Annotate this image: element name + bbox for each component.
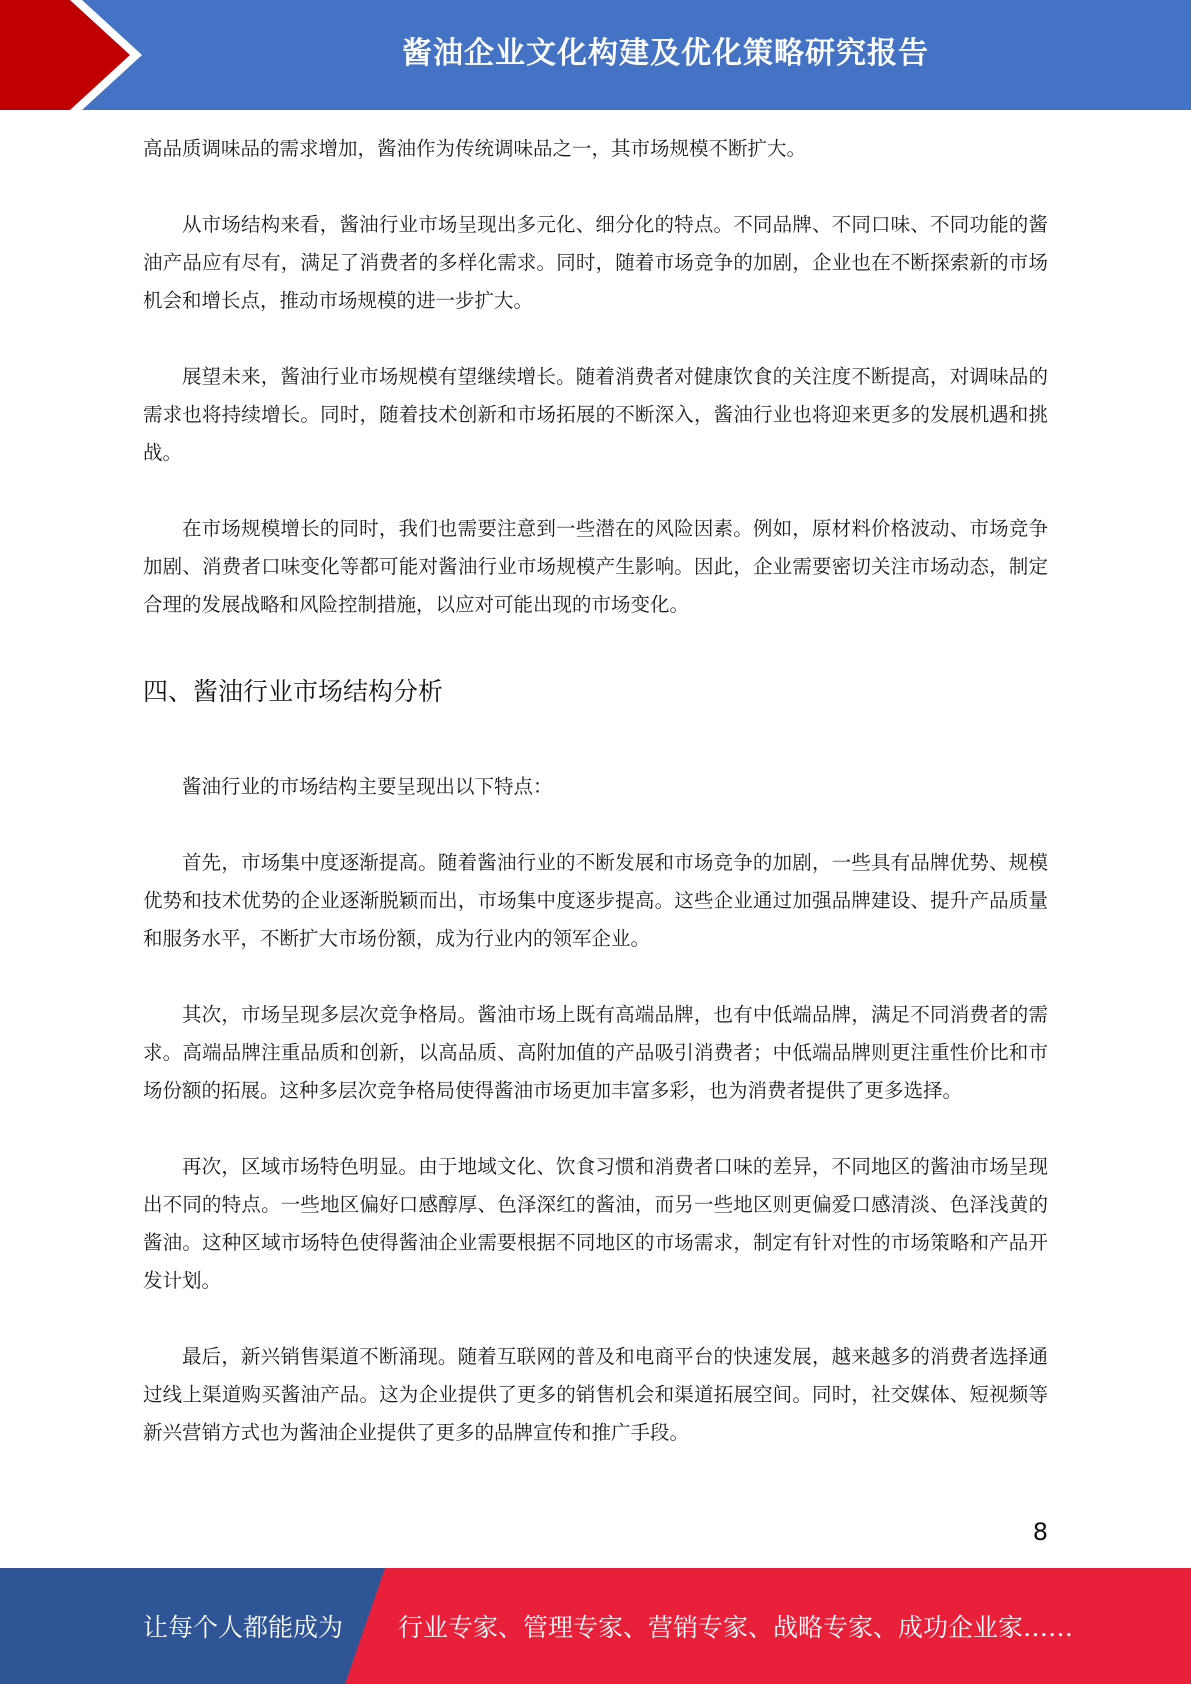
footer-slogan-right: 行业专家、管理专家、营销专家、战略专家、成功企业家…… — [398, 1613, 1074, 1642]
report-title: 酱油企业文化构建及优化策略研究报告 — [402, 36, 929, 71]
footer-slogan-left: 让每个人都能成为 — [143, 1613, 344, 1642]
section-heading: 四、酱油行业市场结构分析 — [143, 677, 444, 706]
paragraph-outlook: 展望未来，酱油行业市场规模有望继续增长。随着消费者对健康饮食的关注度不断提高，对调味品的需求也将持续增长。同时，随着技术创新和市场拓展的不断深入，酱油行业也将迎来更多的发展机遇和挑战。 — [143, 365, 1048, 464]
page-number: 8 — [1032, 1518, 1048, 1546]
paragraph-concentration: 首先，市场集中度逐渐提高。随着酱油行业的不断发展和市场竞争的加剧，一些具有品牌优势、规模优势和技术优势的企业逐渐脱颖而出，市场集中度逐步提高。这些企业通过加强品牌建设、提升产品质量和服务水平，不断扩大市场份额，成为行业内的领军企业。 — [143, 851, 1048, 950]
document-body — [143, 130, 1048, 1490]
paragraph-continuation: 高品质调味品的需求增加，酱油作为传统调味品之一，其市场规模不断扩大。 — [143, 137, 807, 160]
page-footer — [0, 1568, 1191, 1684]
paragraph-market-structure: 从市场结构来看，酱油行业市场呈现出多元化、细分化的特点。不同品牌、不同口味、不同功能的酱油产品应有尽有，满足了消费者的多样化需求。同时，随着市场竞争的加剧，企业也在不断探索新的市场机会和增长点，推动市场规模的进一步扩大。 — [143, 213, 1048, 312]
paragraph-risk-factors: 在市场规模增长的同时，我们也需要注意到一些潜在的风险因素。例如，原材料价格波动、市场竞争加剧、消费者口味变化等都可能对酱油行业市场规模产生影响。因此，企业需要密切关注市场动态，制定合理的发展战略和风险控制措施，以应对可能出现的市场变化。 — [143, 517, 1048, 616]
paragraph-structure-intro: 酱油行业的市场结构主要呈现出以下特点： — [182, 775, 553, 798]
paragraph-multi-level-competition: 其次，市场呈现多层次竞争格局。酱油市场上既有高端品牌，也有中低端品牌，满足不同消费者的需求。高端品牌注重品质和创新，以高品质、高附加值的产品吸引消费者；中低端品牌则更注重性价比和市场份额的拓展。这种多层次竞争格局使得酱油市场更加丰富多彩，也为消费者提供了更多选择。 — [143, 1003, 1048, 1102]
page-header — [0, 0, 1191, 110]
header-arrow-decoration — [0, 0, 160, 110]
paragraph-new-channels: 最后，新兴销售渠道不断涌现。随着互联网的普及和电商平台的快速发展，越来越多的消费者选择通过线上渠道购买酱油产品。这为企业提供了更多的销售机会和渠道拓展空间。同时，社交媒体、短视频等新兴营销方式也为酱油企业提供了更多的品牌宣传和推广手段。 — [143, 1345, 1048, 1444]
paragraph-regional-features: 再次，区域市场特色明显。由于地域文化、饮食习惯和消费者口味的差异，不同地区的酱油市场呈现出不同的特点。一些地区偏好口感醇厚、色泽深红的酱油，而另一些地区则更偏爱口感清淡、色泽浅黄的酱油。这种区域市场特色使得酱油企业需要根据不同地区的市场需求，制定有针对性的市场策略和产品开发计划。 — [143, 1155, 1048, 1292]
